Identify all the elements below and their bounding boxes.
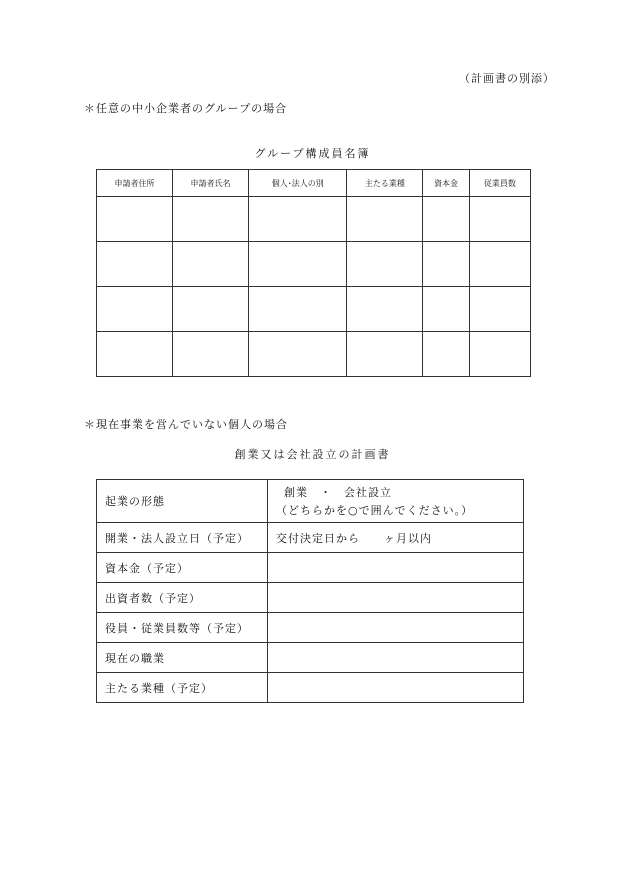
table-cell[interactable]: [173, 287, 249, 332]
table-cell[interactable]: [249, 332, 347, 377]
col-employees: 従業員数: [469, 170, 530, 197]
table-cell[interactable]: [97, 197, 173, 242]
col-capital: 資本金: [423, 170, 469, 197]
plan-value[interactable]: [268, 643, 524, 673]
table-cell[interactable]: [249, 197, 347, 242]
plan-label: 起業の形態: [97, 480, 268, 523]
table-cell[interactable]: [249, 242, 347, 287]
table-cell[interactable]: [347, 287, 423, 332]
table-cell[interactable]: [347, 332, 423, 377]
table-cell[interactable]: [469, 242, 530, 287]
col-main-industry: 主たる業種: [347, 170, 423, 197]
table-row: [97, 287, 531, 332]
plan-label: 資本金（予定）: [97, 553, 268, 583]
plan-value[interactable]: [268, 673, 524, 703]
startup-plan-table: [96, 479, 524, 703]
table-row: [97, 332, 531, 377]
plan-row-business-form: [97, 480, 524, 523]
plan-label: 出資者数（予定）: [97, 583, 268, 613]
startup-plan-title: 創業又は会社設立の計画書: [234, 448, 391, 461]
plan-row-industry: [97, 673, 524, 703]
section-heading-group: ＊任意の中小企業者のグループの場合: [84, 102, 288, 115]
plan-row-capital: [97, 553, 524, 583]
plan-label: 主たる業種（予定）: [97, 673, 268, 703]
col-applicant-name: 申請者氏名: [173, 170, 249, 197]
plan-value[interactable]: [268, 583, 524, 613]
table-cell[interactable]: [97, 242, 173, 287]
table-cell[interactable]: [173, 332, 249, 377]
table-cell[interactable]: [173, 197, 249, 242]
plan-row-start-date: [97, 523, 524, 553]
plan-row-current-job: [97, 643, 524, 673]
table-cell[interactable]: [97, 287, 173, 332]
table-cell[interactable]: [423, 332, 469, 377]
table-row: [97, 242, 531, 287]
annex-note: （計画書の別添）: [459, 72, 555, 85]
col-applicant-address: 申請者住所: [97, 170, 173, 197]
table-cell[interactable]: [97, 332, 173, 377]
table-cell[interactable]: [347, 242, 423, 287]
plan-value[interactable]: 交付決定日から ヶ月以内: [268, 523, 524, 553]
plan-row-staff: [97, 613, 524, 643]
table-row: [97, 197, 531, 242]
plan-value[interactable]: [268, 613, 524, 643]
member-list-title: グループ構成員名簿: [254, 147, 371, 160]
member-list-header-row: [97, 170, 531, 197]
member-list-table: [96, 169, 531, 377]
plan-row-investors: [97, 583, 524, 613]
col-individual-or-corporate: 個人･法人の別: [249, 170, 347, 197]
plan-value[interactable]: [268, 480, 524, 523]
table-cell[interactable]: [423, 242, 469, 287]
plan-label: 現在の職業: [97, 643, 268, 673]
business-form-instruction: （どちらかを○で囲んでください。）: [276, 504, 474, 517]
table-cell[interactable]: [469, 197, 530, 242]
section-heading-startup: ＊現在事業を営んでいない個人の場合: [84, 418, 288, 431]
table-cell[interactable]: [423, 197, 469, 242]
plan-label: 開業・法人設立日（予定）: [97, 523, 268, 553]
table-cell[interactable]: [249, 287, 347, 332]
table-cell[interactable]: [423, 287, 469, 332]
table-cell[interactable]: [469, 287, 530, 332]
plan-label: 役員・従業員数等（予定）: [97, 613, 268, 643]
table-cell[interactable]: [173, 242, 249, 287]
business-form-options: 創業 ・ 会社設立: [284, 486, 392, 499]
table-cell[interactable]: [347, 197, 423, 242]
plan-value[interactable]: [268, 553, 524, 583]
table-cell[interactable]: [469, 332, 530, 377]
